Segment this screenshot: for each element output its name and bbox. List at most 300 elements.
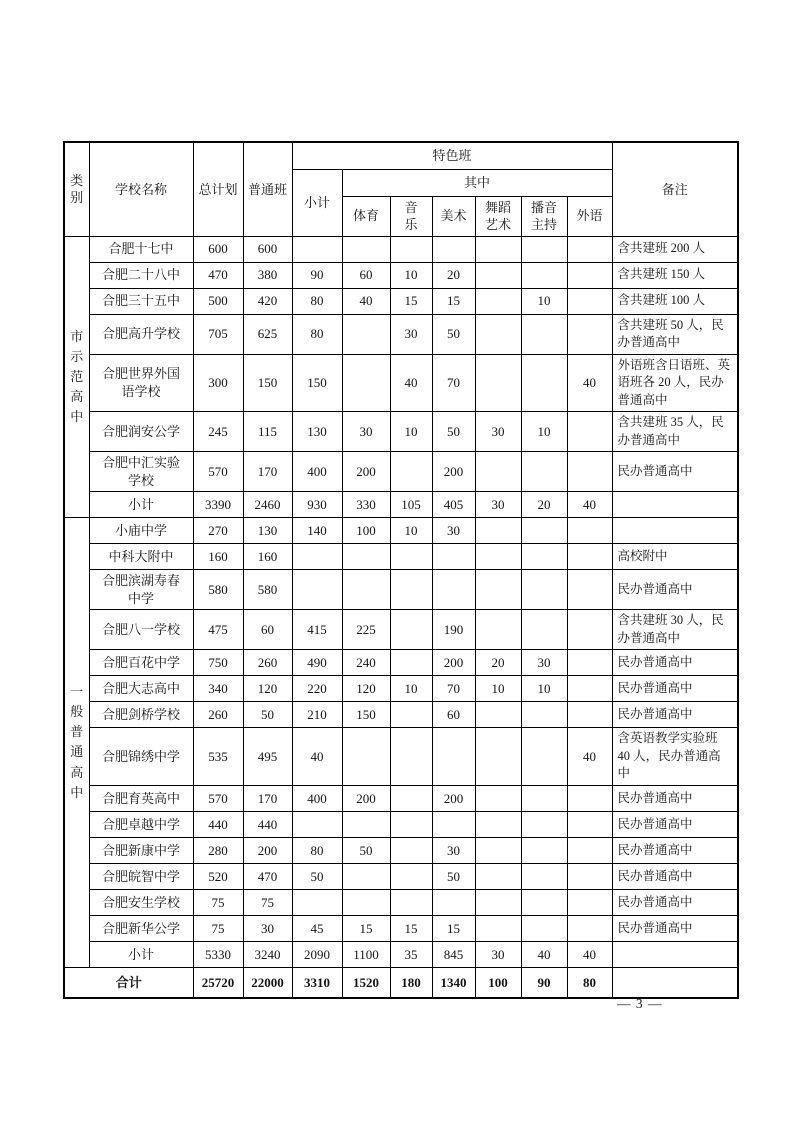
subtotal-cell: 415 bbox=[292, 610, 342, 650]
music-cell: 10 bbox=[390, 676, 432, 702]
music-cell bbox=[390, 702, 432, 728]
subtotal-cell: 45 bbox=[292, 915, 342, 941]
header-school-name: 学校名称 bbox=[89, 142, 193, 236]
broadcast-cell: 30 bbox=[521, 650, 567, 676]
table-row bbox=[64, 728, 738, 786]
school-name-cell: 合肥剑桥学校 bbox=[89, 702, 193, 728]
music-cell bbox=[390, 452, 432, 492]
dance-cell bbox=[475, 354, 521, 412]
remark-cell: 含共建班 30 人，民办普通高中 bbox=[612, 610, 738, 650]
sports-cell bbox=[342, 570, 390, 610]
subtotal-cell bbox=[292, 889, 342, 915]
total-plan-cell: 750 bbox=[193, 650, 243, 676]
art-cell bbox=[432, 811, 475, 837]
sports-cell: 120 bbox=[342, 676, 390, 702]
total-plan-cell: 570 bbox=[193, 452, 243, 492]
foreign-language-cell bbox=[567, 811, 612, 837]
school-name-cell: 小庙中学 bbox=[89, 518, 193, 544]
header-sports: 体育 bbox=[342, 196, 390, 236]
category-cell: 一般普通高中 bbox=[64, 518, 89, 968]
foreign-language-cell bbox=[567, 889, 612, 915]
dance-cell: 30 bbox=[475, 941, 521, 967]
total-plan-cell: 280 bbox=[193, 837, 243, 863]
music-cell: 105 bbox=[390, 492, 432, 518]
music-cell: 35 bbox=[390, 941, 432, 967]
music-cell: 30 bbox=[390, 314, 432, 354]
art-cell: 60 bbox=[432, 702, 475, 728]
broadcast-cell bbox=[521, 354, 567, 412]
regular-class-cell: 625 bbox=[243, 314, 292, 354]
art-cell bbox=[432, 728, 475, 786]
regular-class-cell: 580 bbox=[243, 570, 292, 610]
subtotal-cell: 140 bbox=[292, 518, 342, 544]
dance-cell: 10 bbox=[475, 676, 521, 702]
music-cell bbox=[390, 544, 432, 570]
dance-cell bbox=[475, 236, 521, 262]
table-row bbox=[64, 650, 738, 676]
total-plan-cell: 580 bbox=[193, 570, 243, 610]
foreign-language-cell bbox=[567, 785, 612, 811]
broadcast-cell bbox=[521, 236, 567, 262]
regular-class-cell: 150 bbox=[243, 354, 292, 412]
music-cell bbox=[390, 785, 432, 811]
header-dance: 舞蹈艺术 bbox=[475, 196, 521, 236]
dance-cell bbox=[475, 785, 521, 811]
enrollment-plan-table bbox=[63, 141, 739, 999]
sports-cell: 40 bbox=[342, 288, 390, 314]
sports-cell: 50 bbox=[342, 837, 390, 863]
dance-cell: 30 bbox=[475, 492, 521, 518]
art-cell: 200 bbox=[432, 452, 475, 492]
total-plan-cell: 160 bbox=[193, 544, 243, 570]
total-plan-cell: 570 bbox=[193, 785, 243, 811]
broadcast-cell bbox=[521, 728, 567, 786]
remark-cell: 民办普通高中 bbox=[612, 863, 738, 889]
total-plan-cell: 5330 bbox=[193, 941, 243, 967]
regular-class-cell: 470 bbox=[243, 863, 292, 889]
regular-class-cell: 50 bbox=[243, 702, 292, 728]
dance-cell bbox=[475, 702, 521, 728]
grand-total-row bbox=[64, 967, 738, 998]
header-remark: 备注 bbox=[612, 142, 738, 236]
foreign-language-cell bbox=[567, 702, 612, 728]
sports-cell bbox=[342, 863, 390, 889]
subtotal-cell bbox=[292, 236, 342, 262]
table-row bbox=[64, 570, 738, 610]
art-cell: 405 bbox=[432, 492, 475, 518]
art-cell: 50 bbox=[432, 863, 475, 889]
regular-class-cell: 30 bbox=[243, 915, 292, 941]
music-cell bbox=[390, 236, 432, 262]
table-row bbox=[64, 412, 738, 452]
foreign-language-cell bbox=[567, 837, 612, 863]
subtotal-cell bbox=[292, 544, 342, 570]
regular-class-cell: 170 bbox=[243, 452, 292, 492]
regular-class-cell: 60 bbox=[243, 610, 292, 650]
art-cell: 15 bbox=[432, 915, 475, 941]
remark-cell: 含共建班 35 人，民办普通高中 bbox=[612, 412, 738, 452]
subtotal-cell: 2090 bbox=[292, 941, 342, 967]
header-broadcast: 播音主持 bbox=[521, 196, 567, 236]
subtotal-cell bbox=[292, 811, 342, 837]
school-name-cell: 合肥大志高中 bbox=[89, 676, 193, 702]
remark-cell: 民办普通高中 bbox=[612, 452, 738, 492]
sports-cell: 200 bbox=[342, 785, 390, 811]
table-row bbox=[64, 236, 738, 262]
music-cell: 180 bbox=[390, 967, 432, 998]
broadcast-cell bbox=[521, 570, 567, 610]
school-name-cell: 合肥锦绣中学 bbox=[89, 728, 193, 786]
remark-cell: 民办普通高中 bbox=[612, 915, 738, 941]
regular-class-cell: 130 bbox=[243, 518, 292, 544]
music-cell bbox=[390, 570, 432, 610]
sports-cell: 200 bbox=[342, 452, 390, 492]
dance-cell bbox=[475, 544, 521, 570]
subtotal-cell: 3310 bbox=[292, 967, 342, 998]
dance-cell: 20 bbox=[475, 650, 521, 676]
foreign-language-cell bbox=[567, 236, 612, 262]
music-cell bbox=[390, 811, 432, 837]
dance-cell bbox=[475, 811, 521, 837]
sports-cell: 1520 bbox=[342, 967, 390, 998]
subtotal-cell: 80 bbox=[292, 837, 342, 863]
regular-class-cell: 75 bbox=[243, 889, 292, 915]
subtotal-cell: 400 bbox=[292, 785, 342, 811]
broadcast-cell: 90 bbox=[521, 967, 567, 998]
art-cell: 200 bbox=[432, 785, 475, 811]
page-number: — 3 — bbox=[617, 996, 663, 1011]
subtotal-cell: 80 bbox=[292, 314, 342, 354]
sports-cell bbox=[342, 728, 390, 786]
dance-cell: 30 bbox=[475, 412, 521, 452]
school-name-cell: 合肥二十八中 bbox=[89, 262, 193, 288]
grand-total-label-cell: 合计 bbox=[64, 967, 193, 998]
total-plan-cell: 520 bbox=[193, 863, 243, 889]
art-cell: 20 bbox=[432, 262, 475, 288]
broadcast-cell: 10 bbox=[521, 676, 567, 702]
broadcast-cell: 10 bbox=[521, 412, 567, 452]
music-cell: 40 bbox=[390, 354, 432, 412]
table-row bbox=[64, 863, 738, 889]
school-name-cell: 合肥世界外国语学校 bbox=[89, 354, 193, 412]
foreign-language-cell bbox=[567, 863, 612, 889]
remark-cell: 民办普通高中 bbox=[612, 702, 738, 728]
table-row bbox=[64, 544, 738, 570]
subtotal-cell: 210 bbox=[292, 702, 342, 728]
regular-class-cell: 115 bbox=[243, 412, 292, 452]
broadcast-cell bbox=[521, 610, 567, 650]
art-cell: 30 bbox=[432, 837, 475, 863]
subtotal-cell: 40 bbox=[292, 728, 342, 786]
sports-cell bbox=[342, 354, 390, 412]
header-art: 美术 bbox=[432, 196, 475, 236]
music-cell bbox=[390, 889, 432, 915]
broadcast-cell bbox=[521, 452, 567, 492]
broadcast-cell bbox=[521, 863, 567, 889]
subtotal-cell: 150 bbox=[292, 354, 342, 412]
sports-cell: 330 bbox=[342, 492, 390, 518]
broadcast-cell bbox=[521, 702, 567, 728]
broadcast-cell bbox=[521, 314, 567, 354]
school-name-cell: 中科大附中 bbox=[89, 544, 193, 570]
foreign-language-cell bbox=[567, 650, 612, 676]
art-cell: 190 bbox=[432, 610, 475, 650]
regular-class-cell: 440 bbox=[243, 811, 292, 837]
header-foreign-language: 外语 bbox=[567, 196, 612, 236]
total-plan-cell: 300 bbox=[193, 354, 243, 412]
table-header bbox=[64, 142, 738, 236]
dance-cell bbox=[475, 889, 521, 915]
table-row bbox=[64, 314, 738, 354]
music-cell bbox=[390, 863, 432, 889]
table-row bbox=[64, 262, 738, 288]
art-cell: 50 bbox=[432, 412, 475, 452]
music-cell: 10 bbox=[390, 412, 432, 452]
foreign-language-cell: 80 bbox=[567, 967, 612, 998]
art-cell: 30 bbox=[432, 518, 475, 544]
table-row bbox=[64, 915, 738, 941]
dance-cell bbox=[475, 262, 521, 288]
header-category: 类别 bbox=[64, 142, 89, 236]
remark-cell bbox=[612, 941, 738, 967]
remark-cell bbox=[612, 967, 738, 998]
subtotal-label-cell: 小计 bbox=[89, 941, 193, 967]
regular-class-cell: 380 bbox=[243, 262, 292, 288]
dance-cell bbox=[475, 837, 521, 863]
header-music: 音乐 bbox=[390, 196, 432, 236]
total-plan-cell: 470 bbox=[193, 262, 243, 288]
subtotal-row bbox=[64, 492, 738, 518]
dance-cell bbox=[475, 728, 521, 786]
subtotal-row bbox=[64, 941, 738, 967]
school-name-cell: 合肥皖智中学 bbox=[89, 863, 193, 889]
school-name-cell: 合肥安生学校 bbox=[89, 889, 193, 915]
art-cell: 845 bbox=[432, 941, 475, 967]
total-plan-cell: 340 bbox=[193, 676, 243, 702]
table-row bbox=[64, 702, 738, 728]
music-cell bbox=[390, 610, 432, 650]
dance-cell bbox=[475, 288, 521, 314]
art-cell bbox=[432, 544, 475, 570]
total-plan-cell: 600 bbox=[193, 236, 243, 262]
dance-cell bbox=[475, 570, 521, 610]
remark-cell: 民办普通高中 bbox=[612, 811, 738, 837]
school-name-cell: 合肥中汇实验学校 bbox=[89, 452, 193, 492]
regular-class-cell: 170 bbox=[243, 785, 292, 811]
art-cell bbox=[432, 570, 475, 610]
school-name-cell: 合肥三十五中 bbox=[89, 288, 193, 314]
music-cell: 10 bbox=[390, 518, 432, 544]
broadcast-cell bbox=[521, 811, 567, 837]
broadcast-cell: 40 bbox=[521, 941, 567, 967]
total-plan-cell: 75 bbox=[193, 889, 243, 915]
table-row bbox=[64, 452, 738, 492]
foreign-language-cell bbox=[567, 262, 612, 288]
remark-cell: 民办普通高中 bbox=[612, 570, 738, 610]
foreign-language-cell bbox=[567, 314, 612, 354]
dance-cell: 100 bbox=[475, 967, 521, 998]
regular-class-cell: 200 bbox=[243, 837, 292, 863]
foreign-language-cell: 40 bbox=[567, 492, 612, 518]
regular-class-cell: 420 bbox=[243, 288, 292, 314]
remark-cell: 含共建班 100 人 bbox=[612, 288, 738, 314]
category-cell: 市示范高中 bbox=[64, 236, 89, 518]
broadcast-cell bbox=[521, 544, 567, 570]
remark-cell: 外语班含日语班、英语班各 20 人，民办普通高中 bbox=[612, 354, 738, 412]
table-row bbox=[64, 610, 738, 650]
music-cell bbox=[390, 650, 432, 676]
foreign-language-cell bbox=[567, 412, 612, 452]
subtotal-cell: 80 bbox=[292, 288, 342, 314]
header-among-which: 其中 bbox=[342, 169, 612, 196]
subtotal-cell: 50 bbox=[292, 863, 342, 889]
remark-cell: 民办普通高中 bbox=[612, 650, 738, 676]
music-cell: 15 bbox=[390, 915, 432, 941]
broadcast-cell bbox=[521, 262, 567, 288]
regular-class-cell: 600 bbox=[243, 236, 292, 262]
subtotal-cell: 930 bbox=[292, 492, 342, 518]
broadcast-cell bbox=[521, 837, 567, 863]
foreign-language-cell bbox=[567, 676, 612, 702]
table-row bbox=[64, 811, 738, 837]
broadcast-cell: 10 bbox=[521, 288, 567, 314]
dance-cell bbox=[475, 610, 521, 650]
remark-cell: 含共建班 150 人 bbox=[612, 262, 738, 288]
total-plan-cell: 25720 bbox=[193, 967, 243, 998]
remark-cell bbox=[612, 518, 738, 544]
regular-class-cell: 495 bbox=[243, 728, 292, 786]
school-name-cell: 合肥八一学校 bbox=[89, 610, 193, 650]
header-total-plan: 总计划 bbox=[193, 142, 243, 236]
subtotal-cell: 490 bbox=[292, 650, 342, 676]
total-plan-cell: 245 bbox=[193, 412, 243, 452]
school-name-cell: 合肥高升学校 bbox=[89, 314, 193, 354]
music-cell: 15 bbox=[390, 288, 432, 314]
dance-cell bbox=[475, 452, 521, 492]
remark-cell: 高校附中 bbox=[612, 544, 738, 570]
total-plan-cell: 500 bbox=[193, 288, 243, 314]
foreign-language-cell bbox=[567, 570, 612, 610]
foreign-language-cell bbox=[567, 452, 612, 492]
table-row bbox=[64, 354, 738, 412]
header-regular-class: 普通班 bbox=[243, 142, 292, 236]
remark-cell: 含共建班 50 人，民办普通高中 bbox=[612, 314, 738, 354]
subtotal-cell: 400 bbox=[292, 452, 342, 492]
foreign-language-cell bbox=[567, 544, 612, 570]
broadcast-cell: 20 bbox=[521, 492, 567, 518]
school-name-cell: 合肥育英高中 bbox=[89, 785, 193, 811]
table-row bbox=[64, 837, 738, 863]
foreign-language-cell bbox=[567, 518, 612, 544]
total-plan-cell: 260 bbox=[193, 702, 243, 728]
broadcast-cell bbox=[521, 518, 567, 544]
sports-cell: 100 bbox=[342, 518, 390, 544]
total-plan-cell: 705 bbox=[193, 314, 243, 354]
sports-cell: 240 bbox=[342, 650, 390, 676]
school-name-cell: 合肥百花中学 bbox=[89, 650, 193, 676]
foreign-language-cell bbox=[567, 610, 612, 650]
total-plan-cell: 3390 bbox=[193, 492, 243, 518]
header-special-class: 特色班 bbox=[292, 142, 612, 169]
school-name-cell: 合肥卓越中学 bbox=[89, 811, 193, 837]
table-row bbox=[64, 518, 738, 544]
subtotal-cell: 130 bbox=[292, 412, 342, 452]
art-cell bbox=[432, 236, 475, 262]
regular-class-cell: 120 bbox=[243, 676, 292, 702]
table-body bbox=[64, 236, 738, 998]
art-cell: 200 bbox=[432, 650, 475, 676]
table-row bbox=[64, 889, 738, 915]
remark-cell bbox=[612, 492, 738, 518]
sports-cell bbox=[342, 314, 390, 354]
broadcast-cell bbox=[521, 915, 567, 941]
sports-cell: 1100 bbox=[342, 941, 390, 967]
foreign-language-cell bbox=[567, 288, 612, 314]
table-row bbox=[64, 785, 738, 811]
remark-cell: 民办普通高中 bbox=[612, 676, 738, 702]
regular-class-cell: 260 bbox=[243, 650, 292, 676]
art-cell: 70 bbox=[432, 354, 475, 412]
school-name-cell: 合肥润安公学 bbox=[89, 412, 193, 452]
art-cell: 70 bbox=[432, 676, 475, 702]
sports-cell bbox=[342, 236, 390, 262]
subtotal-label-cell: 小计 bbox=[89, 492, 193, 518]
foreign-language-cell: 40 bbox=[567, 941, 612, 967]
sports-cell: 60 bbox=[342, 262, 390, 288]
regular-class-cell: 2460 bbox=[243, 492, 292, 518]
art-cell: 1340 bbox=[432, 967, 475, 998]
subtotal-cell: 220 bbox=[292, 676, 342, 702]
foreign-language-cell bbox=[567, 915, 612, 941]
table-row bbox=[64, 676, 738, 702]
school-name-cell: 合肥十七中 bbox=[89, 236, 193, 262]
art-cell: 15 bbox=[432, 288, 475, 314]
header-subtotal: 小计 bbox=[292, 169, 342, 236]
remark-cell: 民办普通高中 bbox=[612, 785, 738, 811]
total-plan-cell: 440 bbox=[193, 811, 243, 837]
foreign-language-cell: 40 bbox=[567, 354, 612, 412]
dance-cell bbox=[475, 915, 521, 941]
remark-cell: 含英语教学实验班 40 人，民办普通高中 bbox=[612, 728, 738, 786]
art-cell: 50 bbox=[432, 314, 475, 354]
subtotal-cell: 90 bbox=[292, 262, 342, 288]
dance-cell bbox=[475, 863, 521, 889]
school-name-cell: 合肥滨湖寿春中学 bbox=[89, 570, 193, 610]
total-plan-cell: 535 bbox=[193, 728, 243, 786]
regular-class-cell: 3240 bbox=[243, 941, 292, 967]
sports-cell bbox=[342, 544, 390, 570]
music-cell bbox=[390, 728, 432, 786]
header-row-1 bbox=[64, 142, 738, 169]
sports-cell: 30 bbox=[342, 412, 390, 452]
school-name-cell: 合肥新华公学 bbox=[89, 915, 193, 941]
total-plan-cell: 475 bbox=[193, 610, 243, 650]
school-name-cell: 合肥新康中学 bbox=[89, 837, 193, 863]
art-cell bbox=[432, 889, 475, 915]
sports-cell: 150 bbox=[342, 702, 390, 728]
regular-class-cell: 160 bbox=[243, 544, 292, 570]
subtotal-cell bbox=[292, 570, 342, 610]
broadcast-cell bbox=[521, 889, 567, 915]
music-cell: 10 bbox=[390, 262, 432, 288]
sports-cell bbox=[342, 889, 390, 915]
remark-cell: 民办普通高中 bbox=[612, 889, 738, 915]
dance-cell bbox=[475, 314, 521, 354]
music-cell bbox=[390, 837, 432, 863]
sports-cell bbox=[342, 811, 390, 837]
remark-cell: 含共建班 200 人 bbox=[612, 236, 738, 262]
remark-cell: 民办普通高中 bbox=[612, 837, 738, 863]
